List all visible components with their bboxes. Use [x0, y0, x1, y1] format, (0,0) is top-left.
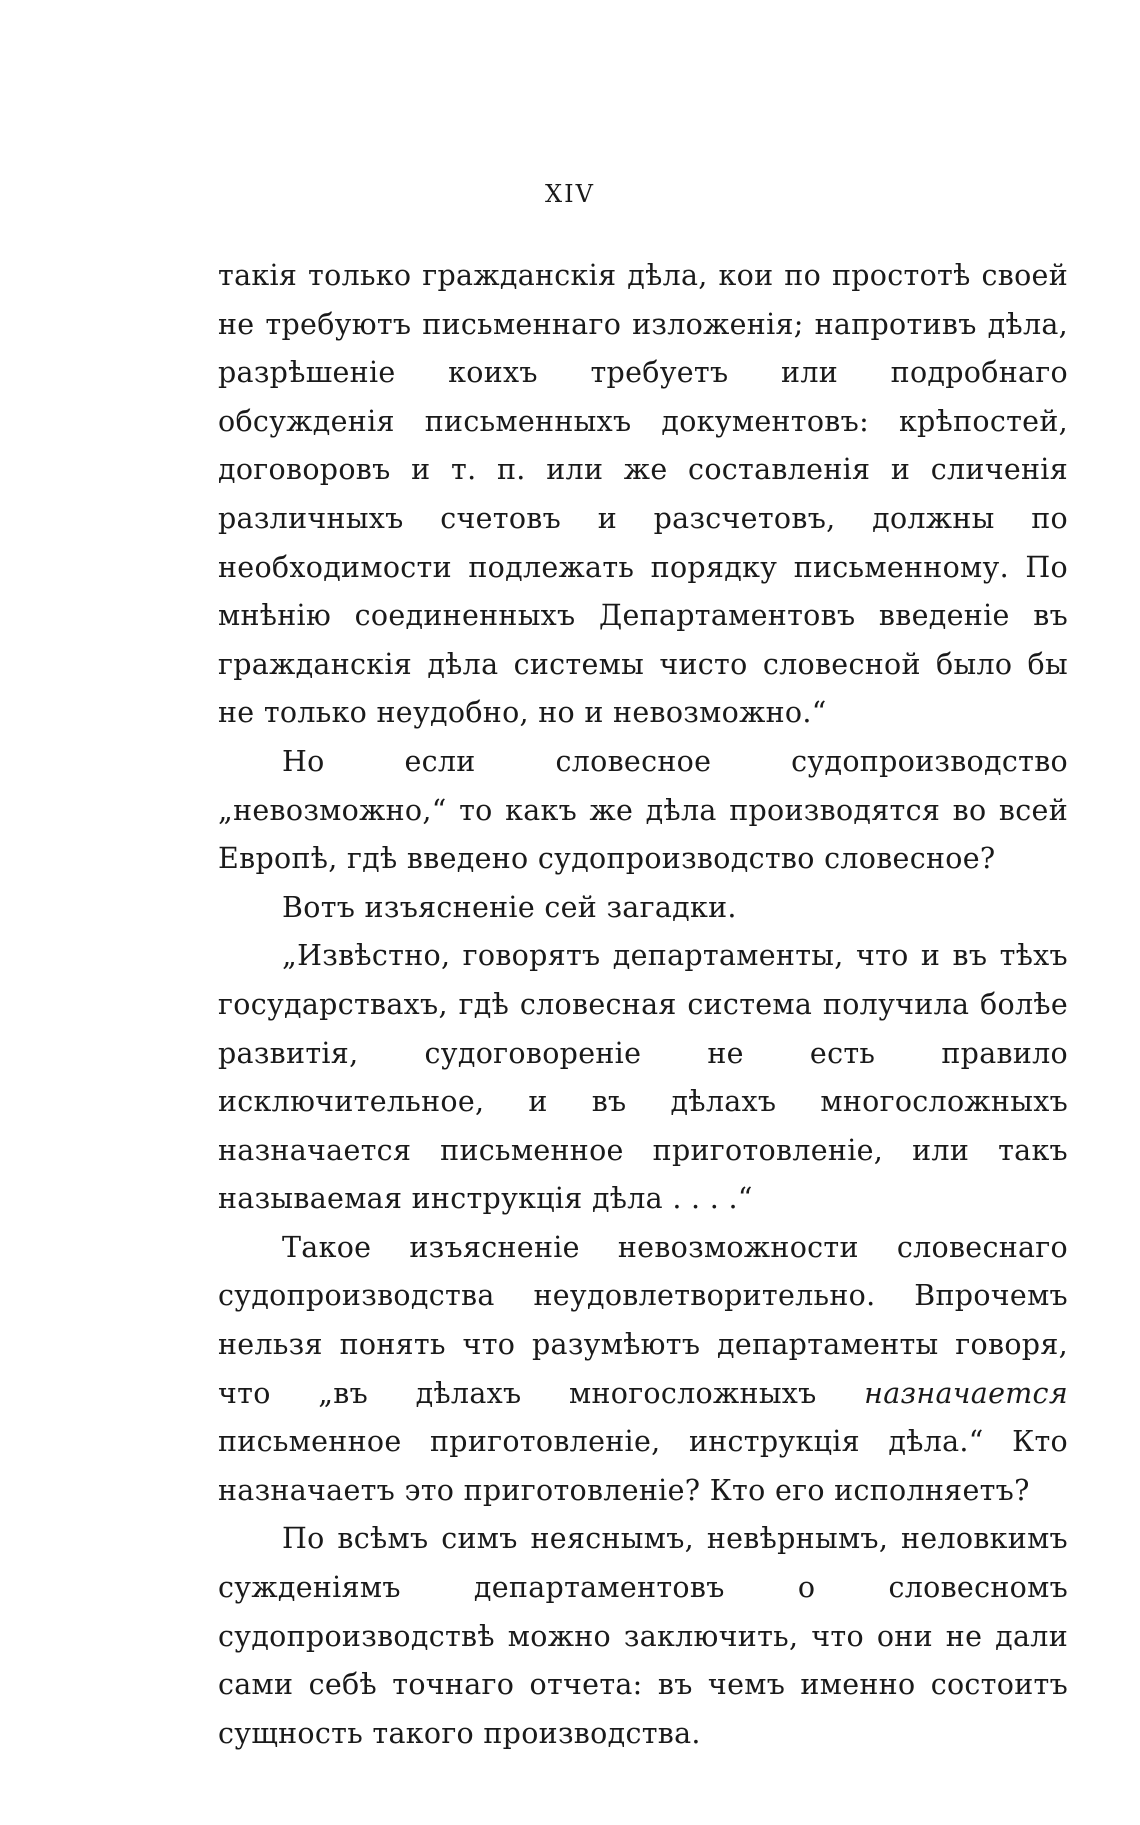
- paragraph-1: такія только гражданскія дѣла, кои по простотѣ своей не требуютъ письменнаго изложенія; напротивъ дѣла, разрѣшеніе коихъ требуетъ или подробнаго обсужденія письменныхъ документовъ: крѣпостей, договоровъ и т. п. или же составленія и сличенія различныхъ счетовъ и разсчетовъ, должны по необходимости подлежать порядку письменному. По мнѣнію соединенныхъ Департаментовъ введеніе въ гражданскія дѣла системы чисто словесной было бы не только неудобно, но и невозможно.“: [218, 259, 1068, 730]
- paragraph-6: По всѣмъ симъ неяснымъ, невѣрнымъ, неловкимъ сужденіямъ департаментовъ о словесномъ судопроизводствѣ можно заключить, что они не дали сами себѣ точнаго отчета: въ чемъ именно состоитъ сущность такого производства.: [218, 1522, 1068, 1750]
- paragraph-5: [218, 1224, 1068, 1516]
- paragraph-3: Вотъ изъясненіе сей загадки.: [282, 890, 737, 924]
- body-text: [218, 252, 1068, 1758]
- paragraph-4: „Извѣстно, говорятъ департаменты, что и въ тѣхъ государствахъ, гдѣ словесная система получила болѣе развитія, судоговореніе не есть правило исключительное, и въ дѣлахъ многосложныхъ назначается письменное приготовленіе, или такъ называемая инструкція дѣла . . . .“: [218, 939, 1068, 1216]
- paragraph-5-after: письменное приготовленіе, инструкція дѣла.“ Кто назначаетъ это приготовленіе? Кто его исполняетъ?: [218, 1425, 1068, 1507]
- paragraph-5-before: Такое изъясненіе невозможности словеснаго судопроизводства неудовлетворительно. Впрочемъ нельзя понять что разумѣютъ департаменты говоря, что „въ дѣлахъ многосложныхъ: [218, 1230, 1068, 1410]
- paragraph-5-italic: назначается: [864, 1376, 1068, 1410]
- page-number: XIV: [545, 180, 595, 208]
- paragraph-2: Но если словесное судопроизводство „невозможно,“ то какъ же дѣла производятся во всей Европѣ, гдѣ введено судопроизводство словесное?: [218, 744, 1068, 876]
